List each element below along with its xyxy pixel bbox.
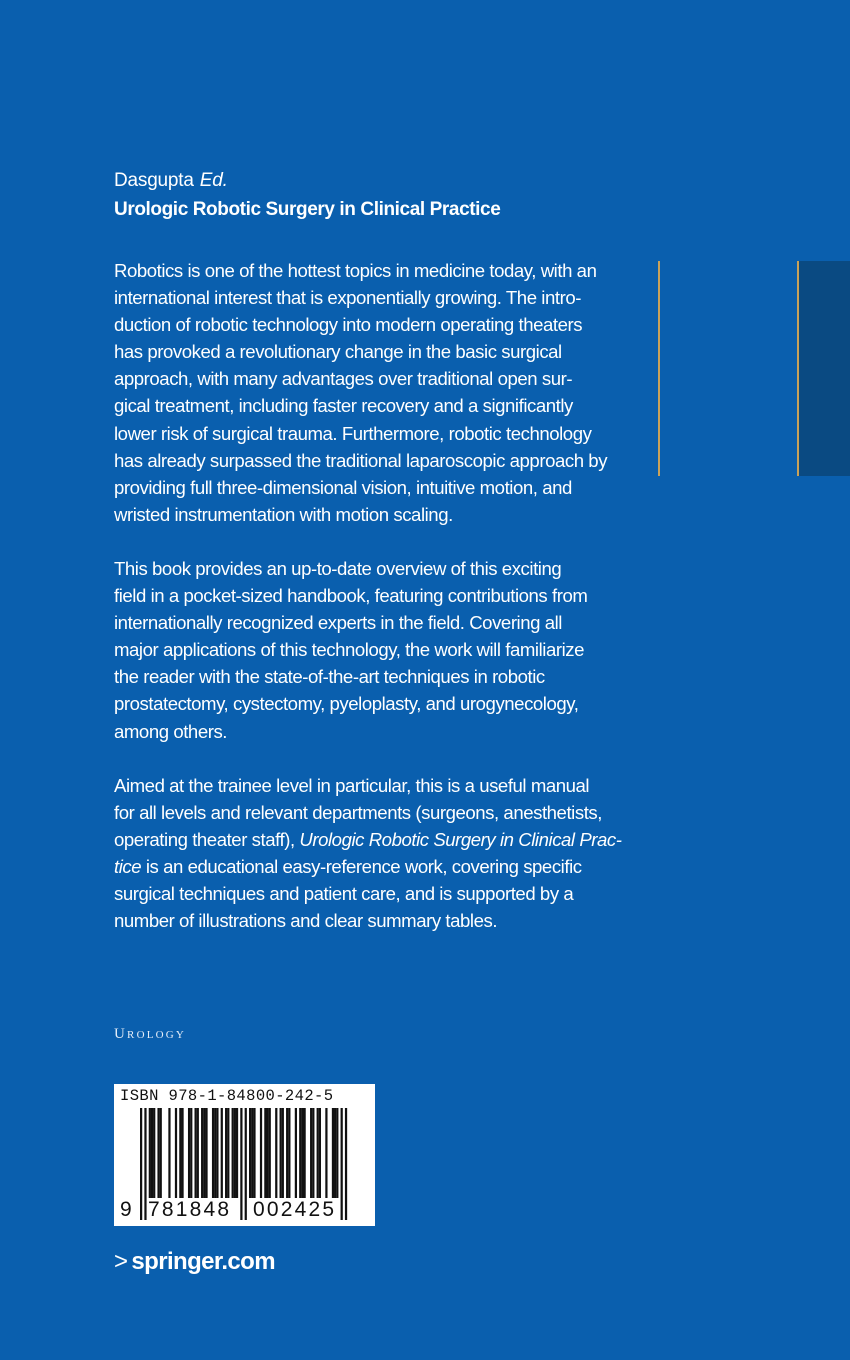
spine-band-gold-edge	[797, 261, 799, 476]
barcode-bar	[260, 1108, 262, 1198]
barcode-bar	[157, 1108, 159, 1198]
barcode-bar	[232, 1108, 234, 1198]
barcode-bar	[286, 1108, 288, 1198]
barcode-bar	[201, 1108, 203, 1198]
barcode-bar	[205, 1108, 207, 1198]
blurb-line: for all levels and relevant departments (surgeons, anesthetists,	[114, 801, 602, 823]
blurb-line	[114, 826, 622, 853]
blurb-text	[114, 257, 622, 961]
blurb-line: approach, with many advantages over traditional open sur-	[114, 368, 573, 390]
blurb-line: has already surpassed the traditional laparoscopic approach by	[114, 449, 608, 471]
editor-role: Ed.	[199, 170, 228, 191]
blurb-text-run: operating theater staff),	[114, 828, 300, 850]
barcode-bar	[179, 1108, 181, 1198]
barcode-bar	[168, 1108, 170, 1198]
blurb-line: prostatectomy, cystectomy, pyeloplasty, and urogynecology,	[114, 693, 579, 715]
blurb-line: the reader with the state-of-the-art techniques in robotic	[114, 666, 545, 688]
barcode-bar	[299, 1108, 301, 1198]
blurb-line: wristed instrumentation with motion scaling.	[114, 503, 453, 525]
barcode-bar	[216, 1108, 218, 1198]
blurb-line: duction of robotic technology into modern operating theaters	[114, 314, 583, 336]
isbn-label: ISBN 978-1-84800-242-5	[120, 1087, 334, 1105]
barcode-bar	[266, 1108, 268, 1198]
blurb-paragraph-3	[114, 772, 622, 935]
barcode-guard-bar	[345, 1108, 347, 1220]
publisher-url-text: springer.com	[131, 1248, 275, 1275]
barcode-guard-bar	[245, 1108, 247, 1220]
barcode-bar	[214, 1108, 216, 1198]
barcode-bar	[175, 1108, 177, 1198]
barcode-bar	[249, 1108, 251, 1198]
barcode-bar	[282, 1108, 284, 1198]
barcode-bar	[253, 1108, 255, 1198]
blurb-line: has provoked a revolutionary change in the basic surgical	[114, 341, 562, 363]
barcode-bar	[203, 1108, 205, 1198]
book-title-italic: tice	[114, 855, 142, 877]
barcode-bar	[160, 1108, 162, 1198]
barcode-bar	[312, 1108, 314, 1198]
arrow-right-icon: >	[114, 1248, 128, 1275]
barcode-bar	[212, 1108, 214, 1198]
barcode-bar	[188, 1108, 190, 1198]
barcode-digit-group-left: 781848	[148, 1198, 232, 1221]
barcode-bar	[269, 1108, 271, 1198]
blurb-paragraph-2	[114, 555, 614, 745]
barcode-bar	[234, 1108, 236, 1198]
blurb-line: field in a pocket-sized handbook, featuring contributions from	[114, 585, 588, 607]
isbn-barcode	[114, 1084, 375, 1226]
blurb-line: Robotics is one of the hottest topics in medicine today, with an	[114, 260, 597, 281]
barcode-bar	[151, 1108, 153, 1198]
barcode-bar	[275, 1108, 277, 1198]
barcode-bar	[288, 1108, 290, 1198]
barcode-bar	[332, 1108, 334, 1198]
blurb-line: among others.	[114, 720, 228, 742]
barcode-bar	[251, 1108, 253, 1198]
publisher-url[interactable]	[114, 1248, 275, 1276]
barcode-bar	[280, 1108, 282, 1198]
blurb-line: major applications of this technology, the work will familiarize	[114, 639, 584, 661]
blurb-line: internationally recognized experts in the field. Covering all	[114, 612, 562, 634]
barcode-guard-bar	[341, 1108, 343, 1220]
blurb-line: providing full three-dimensional vision, intuitive motion, and	[114, 476, 572, 498]
barcode-bar	[236, 1108, 238, 1198]
barcode-bar	[149, 1108, 151, 1198]
spine-color-band	[797, 261, 850, 476]
author-line	[114, 170, 228, 192]
barcode-bar	[227, 1108, 229, 1198]
barcode-bar	[153, 1108, 155, 1198]
barcode-bar	[190, 1108, 192, 1198]
barcode-bar	[221, 1108, 223, 1198]
barcode-bar	[325, 1108, 327, 1198]
barcode-digit-group-right: 002425	[253, 1198, 337, 1221]
barcode-guard-bar	[140, 1108, 142, 1220]
blurb-line: This book provides an up-to-date overview of this exciting	[114, 557, 562, 579]
barcode-digit-lead: 9	[120, 1198, 132, 1221]
blurb-line: Aimed at the trainee level in particular, this is a useful manual	[114, 774, 590, 796]
book-title: Urologic Robotic Surgery in Clinical Practice	[114, 199, 501, 220]
barcode-bar	[317, 1108, 319, 1198]
barcode-bar	[310, 1108, 312, 1198]
barcode-bar	[181, 1108, 183, 1198]
blurb-line	[114, 853, 614, 880]
barcode-guard-bar	[240, 1108, 242, 1220]
blurb-line: lower risk of surgical trauma. Furthermore, robotic technology	[114, 422, 592, 444]
blurb-line: number of illustrations and clear summary tables.	[114, 910, 498, 932]
blurb-line: gical treatment, including faster recovery and a significantly	[114, 395, 573, 417]
barcode-bar	[334, 1108, 336, 1198]
blurb-text-run: is an educational easy-reference work, covering specific	[141, 855, 582, 877]
blurb-line: international interest that is exponentially growing. The intro-	[114, 287, 581, 309]
barcode-bar	[301, 1108, 303, 1198]
barcode-bar	[264, 1108, 266, 1198]
book-title-italic: Urologic Robotic Surgery in Clinical Prac-	[299, 828, 622, 850]
blurb-line: surgical techniques and patient care, and is supported by a	[114, 882, 574, 904]
author-name: Dasgupta	[114, 170, 194, 191]
subject-category: Urology	[114, 1026, 187, 1042]
barcode-bar	[304, 1108, 306, 1198]
blurb-paragraph-1	[114, 257, 614, 528]
barcode-bar	[295, 1108, 297, 1198]
barcode-bar	[225, 1108, 227, 1198]
barcode-bar	[336, 1108, 338, 1198]
gold-divider-rule	[658, 261, 660, 476]
barcode-bar	[197, 1108, 199, 1198]
barcode-bar	[195, 1108, 197, 1198]
barcode-bar	[319, 1108, 321, 1198]
